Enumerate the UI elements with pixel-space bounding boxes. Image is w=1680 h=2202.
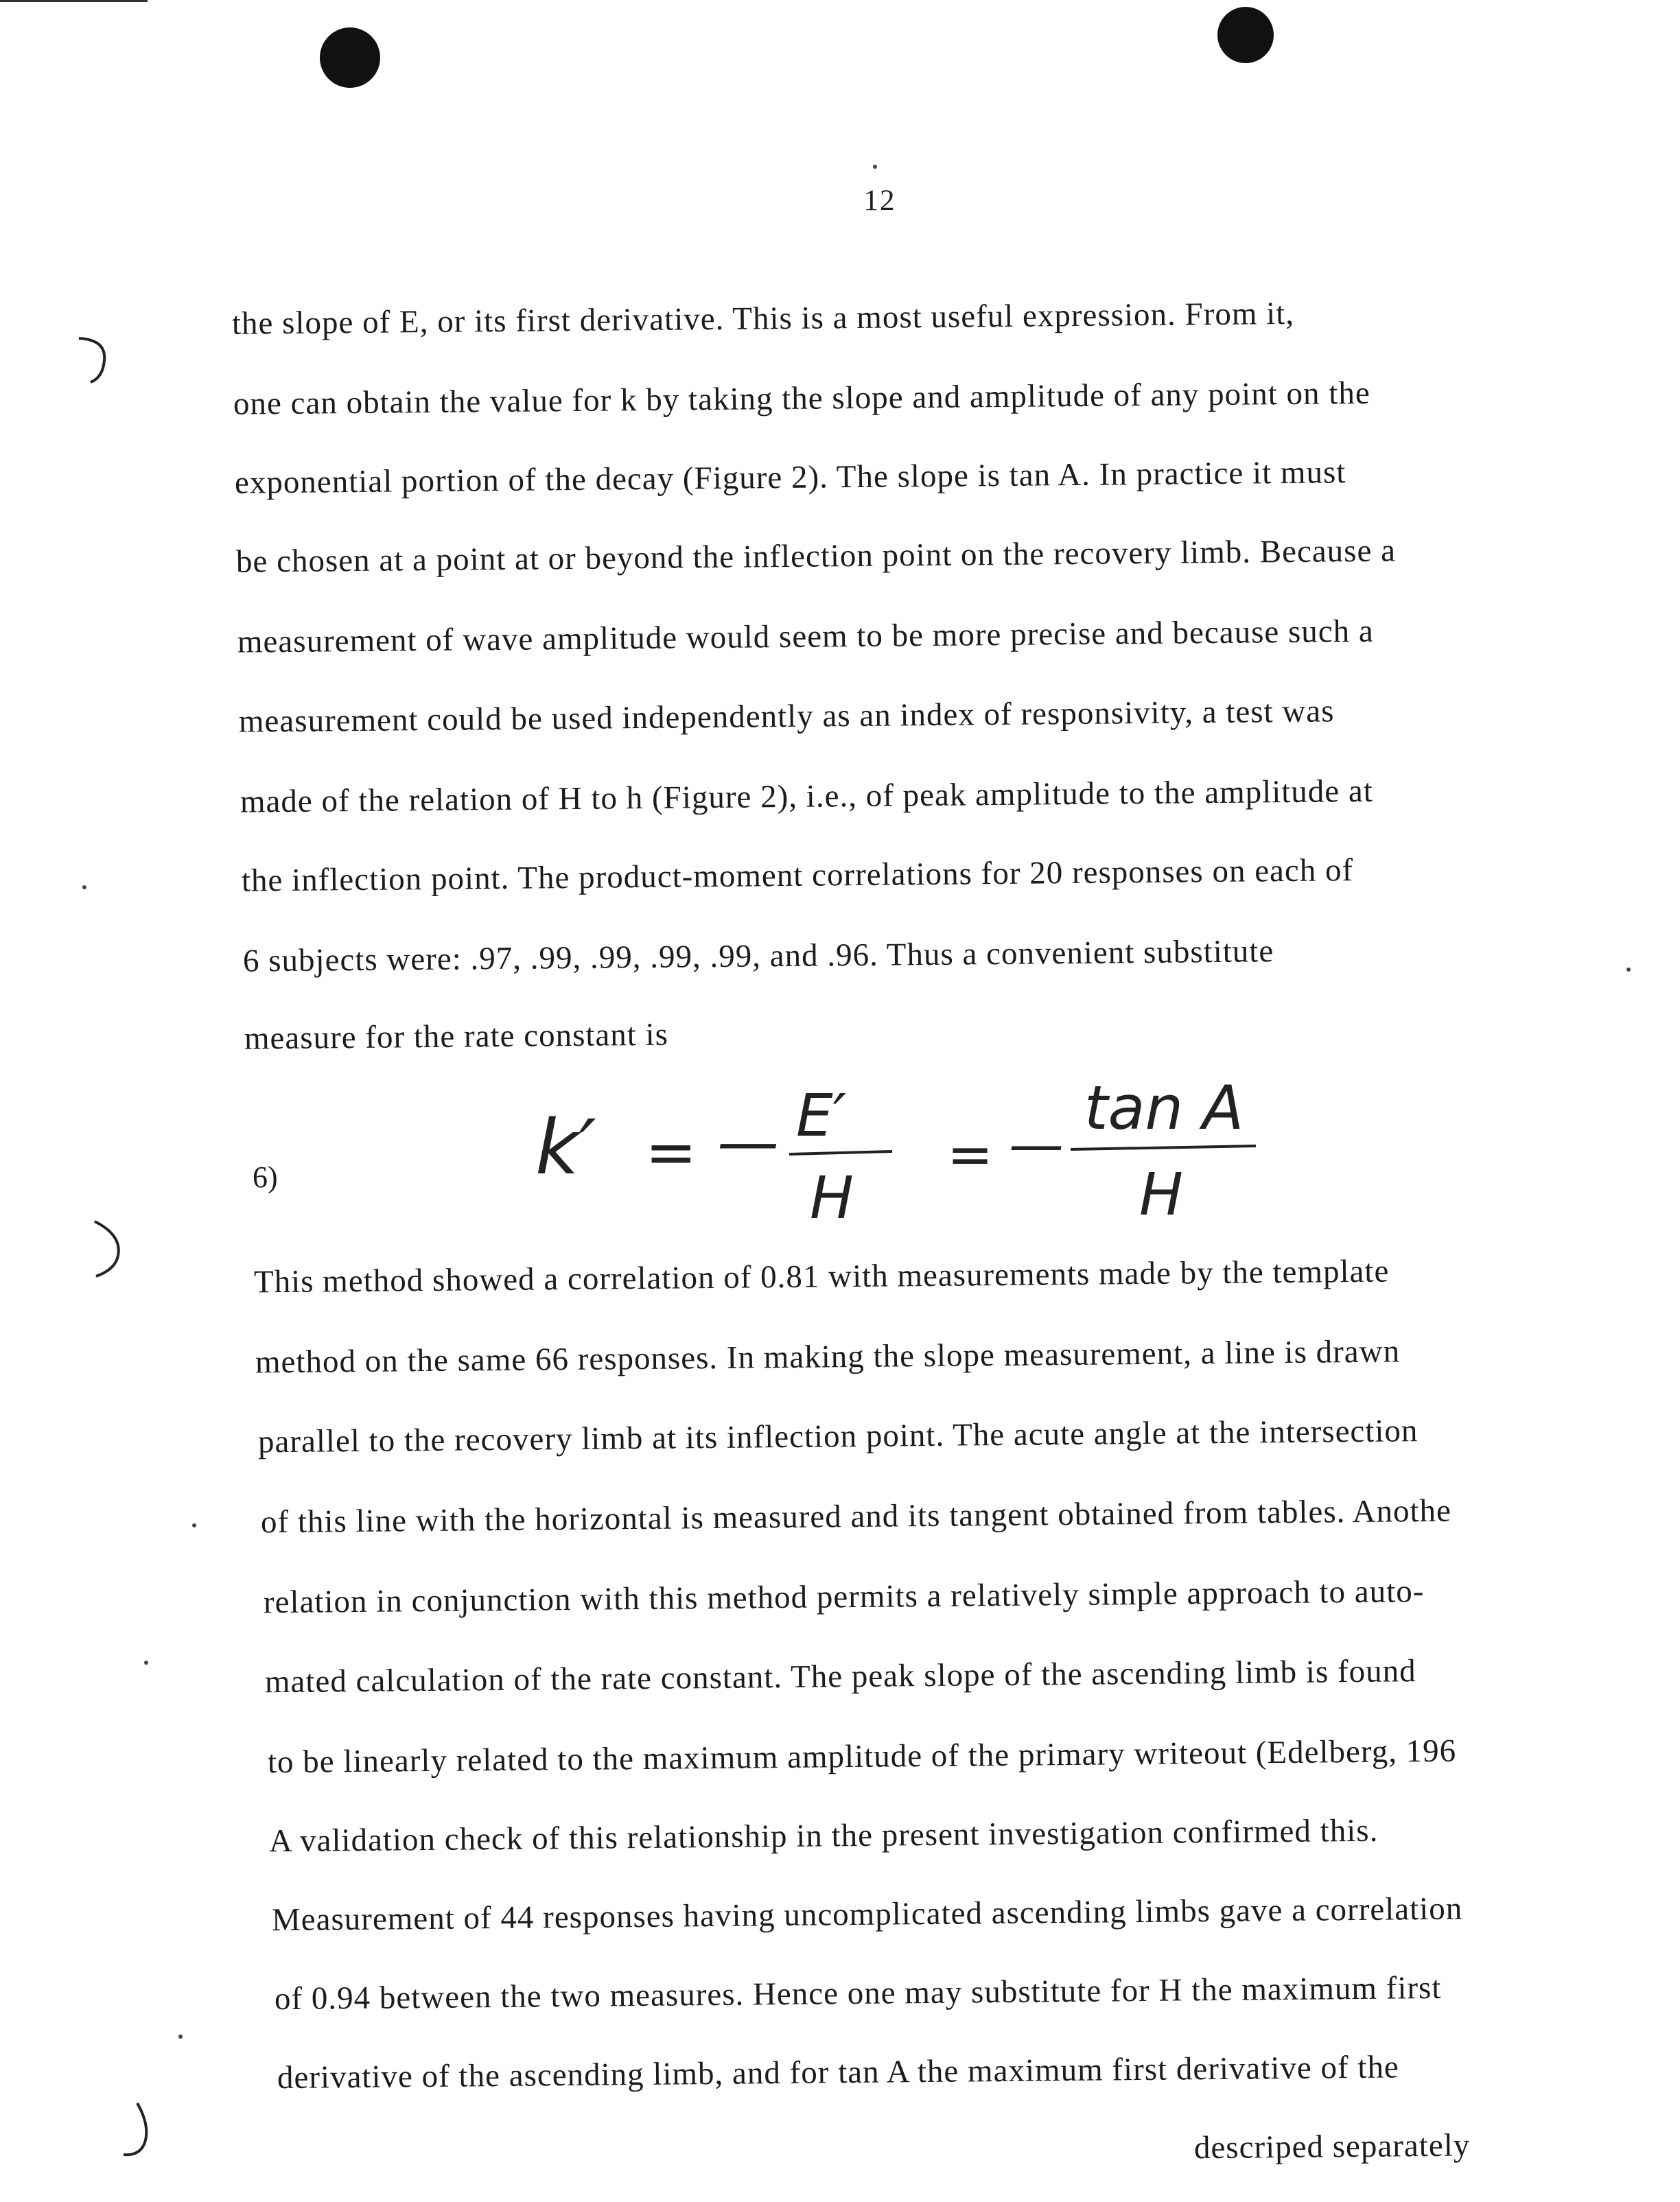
body-text-line: be chosen at a point at or beyond the inflection point on the recovery limb. Because a — [235, 532, 1397, 580]
equation-middle-numerator: E′ — [796, 1082, 847, 1150]
body-text-line: the slope of E, or its first derivative. This is a most useful expression. From it, — [231, 295, 1295, 342]
body-text-line: exponential portion of the decay (Figure 2). The slope is tan A. In practice it must — [234, 454, 1346, 501]
equation-number: 6) — [253, 1160, 278, 1194]
body-text-line: of 0.94 between the two measures. Hence one may substitute for H the maximum first — [274, 1969, 1442, 2017]
scan-speck — [178, 2035, 183, 2039]
body-text-line: made of the relation of H to h (Figure 2), i.e., of peak amplitude to the amplitude at — [240, 773, 1374, 820]
body-text-line: measurement of wave amplitude would seem to be more precise and because such a — [237, 613, 1374, 660]
top-edge-rule — [0, 0, 148, 2]
body-text-line: 6 subjects were: .97, .99, .99, .99, .99, and .96. Thus a convenient substitute — [242, 933, 1274, 979]
punch-hole-right — [1217, 7, 1274, 63]
body-text-line: This method showed a correlation of 0.81 with measurements made by the template — [253, 1253, 1390, 1300]
svg-text:—: — — [717, 1106, 779, 1178]
body-text-line: of this line with the horizontal is measured and its tangent obtained from tables. Anothe — [260, 1492, 1452, 1541]
body-text-line: descriped separately — [1193, 2127, 1471, 2166]
body-text-line: measurement could be used independently as an index of responsivity, a test was — [238, 693, 1335, 740]
scan-speck — [1626, 968, 1631, 972]
body-text-line: to be linearly related to the maximum amplitude of the primary writeout (Edelberg, 196 — [267, 1733, 1457, 1781]
punch-hole-left — [320, 27, 380, 88]
body-text-line: measure for the rate constant is — [244, 1016, 669, 1057]
page-number: 12 — [863, 185, 896, 217]
svg-text:—: — — [1009, 1112, 1064, 1176]
equation-lhs: k′ — [535, 1103, 596, 1191]
body-text-line: A validation check of this relationship in the present investigation confirmed this. — [268, 1812, 1379, 1860]
body-text-line: mated calculation of the rate constant. The peak slope of the ascending limb is found — [264, 1653, 1416, 1700]
scan-speck — [873, 165, 877, 169]
body-text-line: method on the same 66 responses. In making the slope measurement, a line is drawn — [255, 1333, 1401, 1381]
body-text-line: parallel to the recovery limb at its inflection point. The acute angle at the intersection — [257, 1413, 1419, 1460]
rate-constant-equation — [535, 1070, 1276, 1242]
body-text-line: one can obtain the value for k by taking the slope and amplitude of any point on the — [233, 375, 1370, 422]
body-text-line: relation in conjunction with this method permits a relatively simple approach to auto- — [263, 1573, 1425, 1621]
svg-text:=: = — [947, 1123, 994, 1186]
body-text-line: the inflection point. The product-moment correlations for 20 responses on each of — [241, 852, 1354, 899]
equation-right-denominator: H — [1139, 1161, 1183, 1229]
svg-text:=: = — [645, 1116, 697, 1188]
equation-middle-denominator: H — [810, 1164, 854, 1232]
body-text-line: derivative of the ascending limb, and for tan A the maximum first derivative of the — [277, 2049, 1400, 2096]
body-text-line: Measurement of 44 responses having uncomplicated ascending limbs gave a correlation — [271, 1890, 1463, 1939]
equation-right-numerator: tan A — [1084, 1073, 1244, 1143]
